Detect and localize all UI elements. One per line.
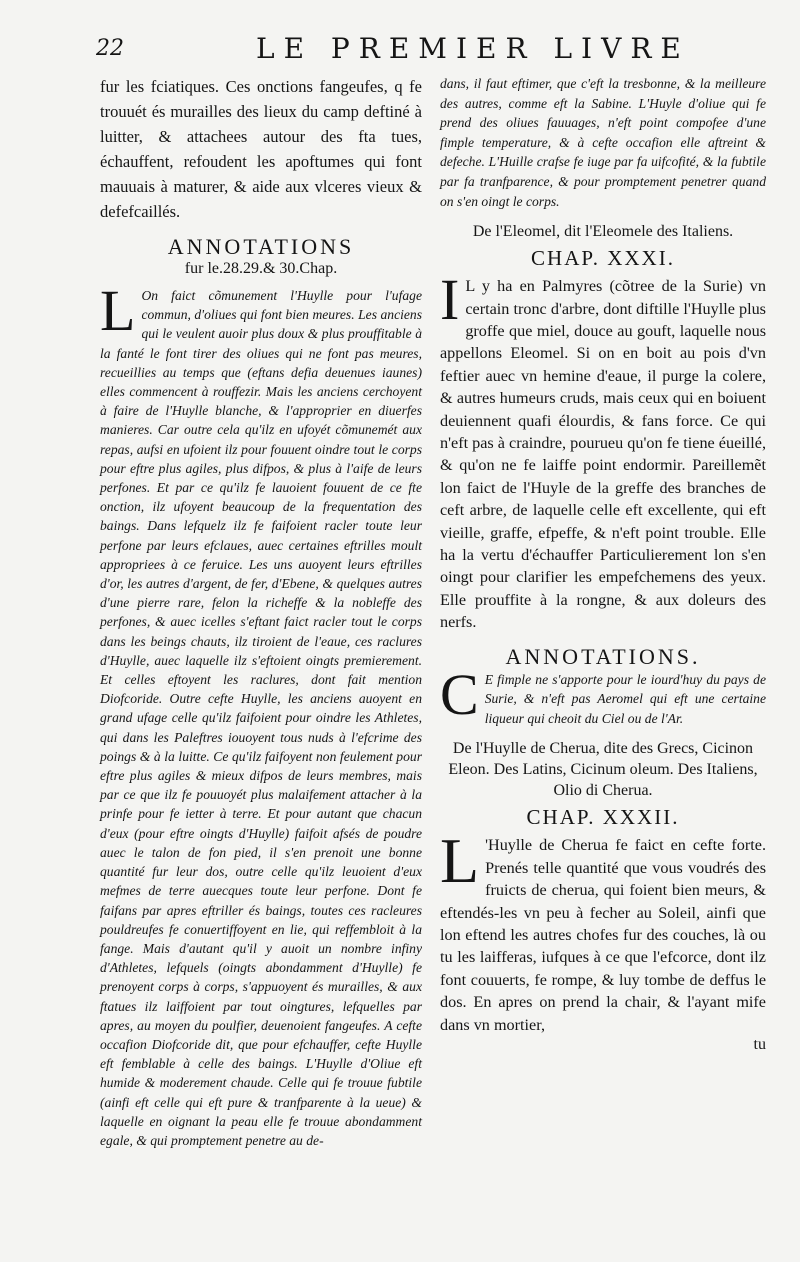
page-header (96, 28, 776, 68)
chapter-32-text: 'Huylle de Cherua fe faict en cefte forte. Prenés telle quantité que vous voudrés des fruicts de cherua, qui foient bien meurs, & eftendés-les vn peu à fecher au Soleil, ainfi que lon eftend les autres chofes fur des couches, là ou tu les laifferas, iufques à ce que l'efcorce, dont ilz font couuerts, fe rompe, & luy tombe de deffus le dos. En apres on prend la chair, & l'ayant mife dans vn mortier, (440, 836, 766, 1034)
annotations-subheading: fur le.28.29.& 30.Chap. (184, 260, 338, 277)
drop-cap: C (440, 661, 479, 727)
chapter-heading-31: CHAP. XXXI. (531, 246, 675, 271)
annotation-continuation: dans, il faut eftimer, que c'eft la tresbonne, & la meilleure des autres, comme eft la Sabine. L'Huyle d'oliue qui fe prend des oliues fauuages, n'eft point compofee d'une fimple temperature, & à cefte occafion elle aftreint & defeche. L'Huille crafse fe iuge par fa uifcofité, & la fubtile par fa tranfparence, & pour promptement penetrer quand on s'en oingt le corps. (440, 76, 766, 209)
catchword: tu (753, 1036, 766, 1054)
annotation-text: On faict cõmunement l'Huylle pour l'ufage commun, d'oliues qui font bien meures. Les anciens qui le veulent auoir plus doux & plus prouffitable à la fanté le font tirer des oliues qui ne font pas meures, recueillies au temps que (eftans defia deuenues iaunes) elles commencent à rouffezir. Mais les anciens cerchoyent à faire de l'Huylle blanche, & l'approprier en diuerfes manieres. Car outre cela qu'ilz en ufoyét cõmunemét aux repas, aufsi en ufoient ilz pour fouuent oindre tout le corps pour eftre plus agiles, plus difpos, & plus à l'aife de leurs perfones. Et par ce qu'ilz fe lauoient fouuent de ce fte onction, ilz ufoyent beaucoup de la frequentation des baings. Dans lefquelz ilz fe faifoient racler toute leur perfone par leurs efclaues, auec certaines eftrilles moult appropriees à ce feruice. Les uns auoyent leurs eftrilles d'or, les autres d'argent, de fer, d'Ebene, & quelques autres d'une pierre rare, felon la richeffe & la nobleffe des perfones, & auec icelles s'eftant faict racler tout le corps dans les beings chauts, ilz tiroient de l'eaue, ces raclures d'Huylle, auec laquelle ilz s'eftoient oingts premierement. Et celles eftoyent les raclures, dont fait mention Diofcoride. Outre cefte Huylle, les anciens auoyent en grand ufage celle qu'ilz faifoient pour oindre les Athletes, qui dans les Paleftres iouoyent tous nuds à l'efcrime des poings & à la luitte. Ce qu'ilz faifoyent non feulement pour eftre plus agiles & mieux difpos de leurs membres, mais par ce que ilz fe pouuoyét plus malaifement attacher à la prinfe pour fe ietter à terre. Et pour autant que chacun d'eux (pour eftre oingts d'Huylle) faifoit afsés de poudre auec le talon de fon pied, il s'en prenoit une bonne quantité fur leur dos, outre celle qu'ilz leuoient d'eux mefmes de terre auecques toute leur perfone. Dont fe faifans par apres eftriller és baings, toutes ces racleures pouldreufes fe conuertiffoyent en lie, qui reffembloit à la fange. Mais d'autant qu'il y auoit un nombre infiny d'Athletes, lefquels (oingts abondamment d'Huylle) fe prenoyent corps à corps, s'appuoyent és murailles, & aux ftatues ilz laiffoient par tout oingtures, lefquelles par apres, au moyen du poulfier, deuenoient fangeufes. A cefte occafion Diofcoride dit, que pour efchauffer, cefte Huylle eft femblable à celle des baings. L'Huylle d'Oliue eft humide & moderement chaude. Celle qui fe trouue fubtile (ainfi eft celle qui eft pure & tranfparente à la ueue) & laquelle en oignant la peau elle fe trouue abondamment egale, & qui promptement penetre au de- (100, 288, 422, 1148)
drop-cap: L (440, 825, 480, 897)
drop-cap: I (440, 267, 460, 333)
section-title-eleomel: De l'Eleomel, dit l'Eleomele des Italiens. (472, 223, 734, 241)
drop-cap: L (100, 278, 136, 343)
left-column (100, 74, 422, 1150)
chapter-31-body (440, 267, 766, 634)
annotation-block-right (440, 661, 766, 729)
chapter-heading-32: CHAP. XXXII. (526, 805, 680, 830)
annotations-heading: ANNOTATIONS (167, 234, 355, 259)
annotation-text-right: E fimple ne s'apporte pour le iourd'huy du pays de Surie, & n'eft pas Aeromel qui eft une certaine liqueur qui cheoit du Ciel ou de l'Ar. (484, 671, 766, 726)
annotation-block (100, 278, 422, 1150)
section-title-cherua: De l'Huylle de Cherua, dite des Grecs, Cicinon Eleon. Des Latins, Cicinum oleum. Des Italiens, Olio di Cherua. (448, 740, 758, 800)
chapter-32-body (440, 825, 766, 1036)
running-title: LE PREMIER LIVRE (256, 32, 690, 65)
page-number: 22 (96, 36, 124, 61)
annotations-heading-right: ANNOTATIONS. (505, 643, 701, 669)
right-column (440, 74, 766, 1054)
chapter-closing-text: fur les fciatiques. Ces onctions fangeufes, q fe trouuét és murailles des lieux du camp deftiné à luitter, & attachees autour des fta tues, échauffent, refoudent les apoftumes qui font mauuais à maturer, & aide aux vlceres vieux & defefcaillés. (100, 77, 422, 221)
chapter-31-text: L y ha en Palmyres (cõtree de la Surie) vn certain tronc d'arbre, dont diftille l'Huylle plus groffe que miel, douce au gouft, laquelle nous appellons Eleomel. Si on en boit au pois d'vn feftier auec vn hemine d'eaue, il purge la colere, & autres humeurs cruds, mais ceux qui en boiuent deuiennent quafi élourdis, & fans force. Ce qui n'eft pas à craindre, pourueu qu'on fe tiene éueillé, & qu'on ne fe laiffe point endormir. Pareillemẽt lon faict de l'Huyle de la greffe des branches de ceft arbre, de laquelle celle eft excellente, qui eft vieille, graffe, efpeffe, & n'eft point trouble. Elle ha la vertu d'échauffer Particulierement lon s'en oingt pour clarifier les empefchemens des yeux. Elle prouffite à la rongne, & aux doleurs des nerfs. (440, 277, 766, 632)
